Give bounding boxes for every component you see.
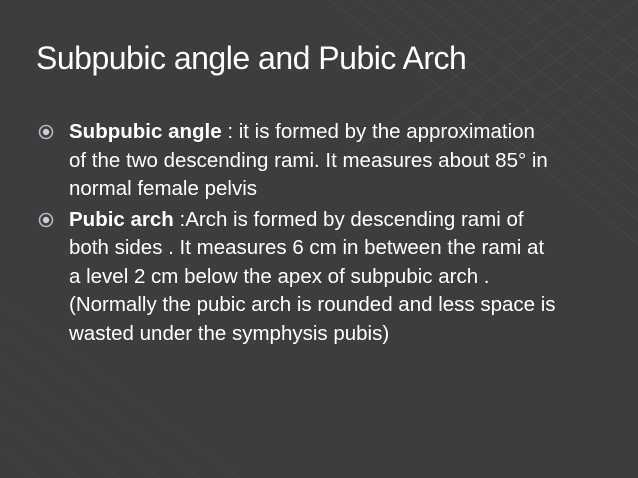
bullet-item-subpubic-angle xyxy=(36,118,556,204)
bullet-item-pubic-arch xyxy=(36,206,556,349)
bullet-list xyxy=(36,118,556,350)
slide-title: Subpubic angle and Pubic Arch xyxy=(36,40,467,76)
bullet-text: :Arch is formed by descending rami of both sides . It measures 6 cm in between the rami at a level 2 cm below the apex of subpubic arch .(Normally the pubic arch is rounded and less space is wasted under the symphysis pubis) xyxy=(69,207,556,345)
circle-bullet-icon xyxy=(38,212,54,228)
bullet-term: Subpubic angle xyxy=(69,120,222,143)
bullet-text: : it is formed by the approximation of the two descending rami. It measures about 85° in normal female pelvis xyxy=(69,120,548,200)
circle-bullet-icon xyxy=(38,124,54,140)
bullet-term: Pubic arch xyxy=(69,207,174,231)
